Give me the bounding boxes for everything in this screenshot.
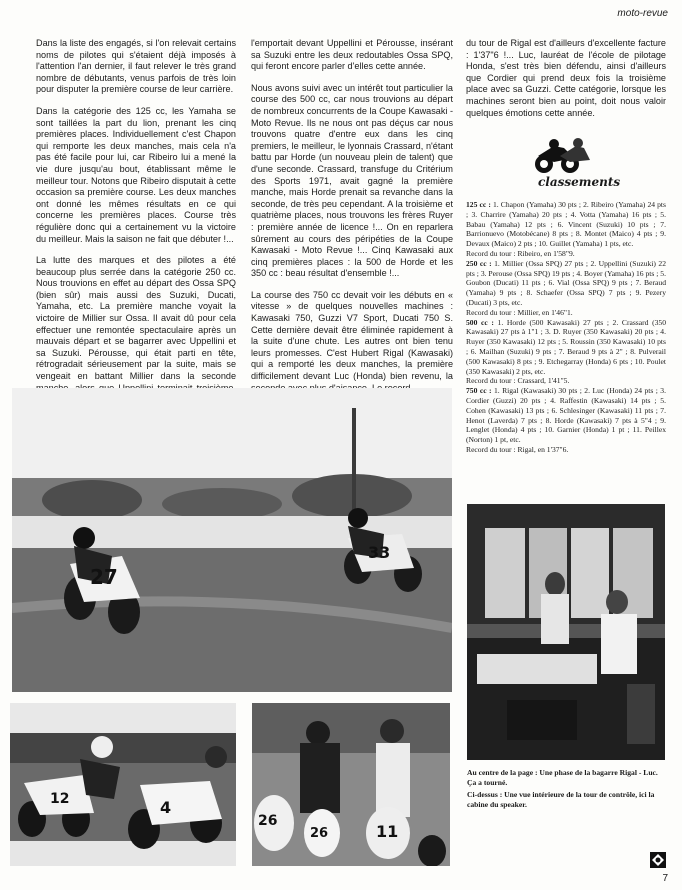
result-text: Record du tour : Ribeiro, en 1'58"9. [466,248,575,258]
result-entry [466,249,666,259]
race-main-photo [12,388,452,692]
text-column-2 [251,38,453,404]
paragraph: Dans la catégorie des 125 cc, les Yamaha se sont taillées la part du lion, prenant les cinq premières places. Individuellement c'est Chapon qui remporte les deux manches, mais cela n'a pas été facile pour lui, car Ribeiro lui a mené la vie dure jusqu'au bout, établissant même le meilleur tour. Notons que Ribeiro disputait à cette occasion sa première course. Les deux manches ont donné les mêmes résultats en ce qui concerne les premières places. Course très régulière donc qui a certainement vu la victoire du meilleur. Mais la saison ne fait que débuter !... [36,105,236,244]
race-number: 4 [160,798,172,817]
race-number: 12 [50,791,70,807]
category-label: 500 cc : [466,317,494,327]
result-text: Record du tour : Millier, en 1'46"1. [466,307,573,317]
category-label: 250 cc : [466,258,492,268]
text-column-1 [36,38,236,416]
race-bottom-left-photo [10,703,236,866]
category-label: 750 cc : [466,386,492,396]
result-text: Record du tour : Rigal, en 1'37"6. [466,444,569,454]
page-number: 7 [662,873,668,884]
photo-captions [467,768,665,812]
result-entry [466,200,666,249]
motorcycle-riders-icon [524,138,614,174]
result-entry [466,308,666,318]
paragraph: La lutte des marques et des pilotes a été beaucoup plus serrée dans la catégorie 250 cc. Nous trouvions en effet au départ des Ossa SPQ (bien sûr) mais aussi des Suzuki, Ducati, Yamaha, etc. La première manche voyait la victoire de Millier sur Ossa. Il avait dû pour cela effectuer une remontée spectaculaire après un mauvais départ et se bagarrer avec Uppellini et sa Suzuki. Pérousse, qui était parti en tête, rétrogradait sérieusement par la suite, mais se vengeait en battant Millier dans la seconde [36,255,236,382]
result-text: 1. Horde (500 Kawasaki) 27 pts ; 2. Crassard (350 Kawasaki) 27 pts à 1"1 ; 3. D. Ruyer (350 Kawasaki) 20 pts ; 4. Ruyer (350 Kawasaki) 12 pts ; 5. Roussin (350 Kawasaki) 10 pts ; 6. Mailhan (Suzuki) 9 pts ; 7. Beraud 9 pts à 2" ; 8. Pulverail (500 Kawasaki) 8 pts ; 9. Etchegarray (Honda) 6 pts ; 10. Poulet (350 Kawasaki) 2 pts, etc. [466,317,666,376]
paddock-photo [252,703,450,866]
result-text: 1. Rigal (Kawasaki) 30 pts ; 2. Luc (Honda) 24 pts ; 3. Cordier (Guzzi) 20 pts ; 4. Raffestin (Kawasaki) 14 pts ; 5. Cohen (Kawasaki) 13 pts ; 6. Schlesinger (Kawasaki) 11 pts ; 7. Henot (Laverda) 7 pts ; 8. Horde (Kawasaki) 7 pts à 5"4 ; 9. Lenglet (Honda) 4 pts ; 10. Garnier (Honda) 1 pt ; 11. Peillex (Norton) 1 pt, etc. [466,386,666,445]
magazine-header: moto-revue [617,8,668,19]
race-number: 26 [258,813,278,829]
section-diamond-icon [650,852,666,868]
result-text: 1. Millier (Ossa SPQ) 27 pts ; 2. Uppellini (Suzuki) 22 pts ; 3. Perouse (Ossa SPQ) 19 pts ; 4. Boyer (Yamaha) 16 pts ; 5. Goubon (Ducati) 11 pts ; 6. Vial (Ossa SPQ) 9 pts ; 7. Beraud (Yamaha) 9 pts ; 8. Schaefer (Ossa SPQ) 7 pts ; 9. Pezery (Ducati) 3 pts, etc. [466,258,666,307]
race-number: 33 [368,543,391,562]
race-number: 11 [376,822,399,841]
result-text: 1. Chapon (Yamaha) 30 pts ; 2. Ribeiro (Yamaha) 24 pts ; 3. Charrire (Yamaha) 20 pts ; 4. Votta (Yamaha) 16 pts ; 5. Babau (Yamaha) 12 pts ; 6. Vincent (Suzuki) 10 pts ; 7. Barrionuevo (Motobécane) 8 pts ; 8. Montet (Maico) 4 pts ; 9. Devaux (Maico) 2 pts ; 10. Guillet (Yamaha) 1 pts, etc. [466,200,666,249]
result-entry [466,259,666,308]
result-entry [466,386,666,445]
control-tower-photo [467,504,665,760]
text-column-3 [466,38,666,129]
result-entry [466,445,666,455]
result-entry [466,318,666,377]
paragraph: Nous avons suivi avec un intérêt tout particulier la course des 500 cc, car nous trouvions au départ de nombreux concurrents de la Coupe Kawasaki - Moto Revue. Ils ne nous ont pas déçus car nous trouvons quatre d'entre eux dans les cinq premiers, le meilleur, le lyonnais Crassard, n'étant battu par Horde (un nouveau plein de talent) que d'une seconde. Crassard, transfuge du Critérium des Sports 1971, avait gagné la première manche, mais Horde prenait sa revanche dans la seconde, de très peu cependant. A la troisième et quatrième places, nous trouvons les frères Ruyer : première année de licence !... On en reparlera sûrement au cours des péripéties de la Coupe Kawasaki - Moto Revue !... Cinq Kawasaki aux cinq premières places : la 500 de Horde et les 350 cc : beau résultat d'ensemble !... [251,82,453,279]
results-list [466,200,666,455]
classements-logo [524,138,621,189]
category-label: 125 cc : [466,200,491,209]
paragraph: La course des 750 cc devait voir les débuts en « vitesse » de quelques nouvelles machines : Kawasaki 750, Guzzi V7 Sport, Ducati 750 S. Cette dernière devait être éliminée rapidement à la suite d'une chute. Les autres ont bien tenu leurs promesses. C'est Hubert Rigal (Kawasaki) qui a remporté les deux manches, la première difficilement devant Luc (Honda) bien revenu, la [251,289,453,382]
caption-center: Au centre de la page : Une phase de la bagarre Rigal - Luc. Ça a tourné. [467,768,658,787]
race-number: 27 [90,565,118,589]
paragraph: du tour de Rigal est d'ailleurs d'excellente facture : 1'37"6 !... Luc, lauréat de l'école de pilotage Honda, s'est très bien défendu, ainsi d'ailleurs que Cordier qui prend deux fois la troisième place avec sa Guzzi. Cette catégorie, lorsque les machines seront bien au point, doit nous valoir quelques émotions cette année. [466,38,666,118]
result-text: Record du tour : Crassard, 1'41"5. [466,376,570,386]
result-entry [466,376,666,386]
classements-title: classements [538,175,621,189]
paragraph: l'emportait devant Uppellini et Pérousse, insérant sa Suzuki entre les deux redoutables Ossa SPQ, qui feront encore parler d'elles cette année. [251,38,453,72]
paragraph: Dans la liste des engagés, si l'on relevait certains noms de pilotes qui s'étaient déjà imposés à l'attention l'an dernier, il faut relever le très grand nombre de débutants, venus parfois de très loin pour disputer la première course de leur carrière. [36,38,236,95]
caption-above: Ci-dessus : Une vue intérieure de la tour de contrôle, ici la cabine du speaker. [467,790,655,809]
race-number: 26 [310,826,329,841]
